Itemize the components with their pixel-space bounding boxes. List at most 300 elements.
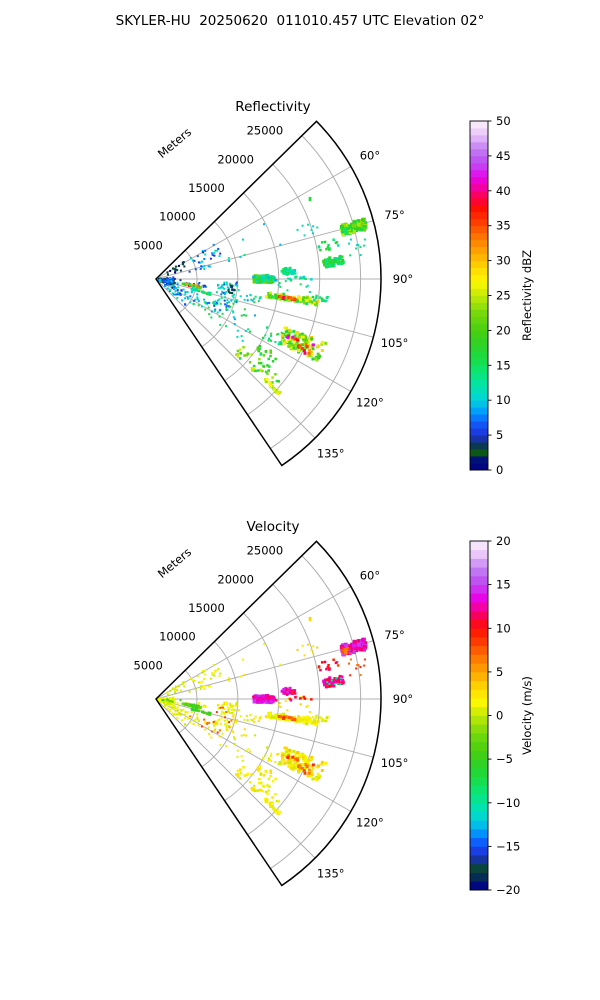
azimuth-tick-label: 75° <box>384 628 405 643</box>
echo-cell <box>259 297 261 299</box>
echo-cell <box>161 699 163 701</box>
colorbar-step <box>470 400 488 407</box>
echo-cell <box>243 314 245 316</box>
echo-cell <box>285 280 287 282</box>
echo-cell <box>239 772 242 775</box>
colorbar-step <box>470 620 488 629</box>
echo-cell <box>174 706 176 708</box>
echo-cell <box>337 259 340 262</box>
echo-cell <box>265 715 268 718</box>
echo-cell <box>174 286 176 288</box>
echo-cell <box>294 276 297 279</box>
echo-cell <box>292 330 295 333</box>
echo-cell <box>281 332 283 334</box>
echo-cell <box>328 668 331 671</box>
echo-cell <box>302 645 304 647</box>
echo-cell <box>327 664 330 667</box>
echo-cell <box>217 248 219 250</box>
echo-cell <box>302 296 305 299</box>
echo-cell <box>286 336 289 339</box>
echo-cell <box>239 256 241 258</box>
echo-cell <box>269 775 272 778</box>
echo-cell <box>235 353 238 356</box>
echo-cell <box>274 341 276 343</box>
colorbar-step <box>470 296 488 303</box>
echo-cell <box>183 289 185 291</box>
echo-cell <box>233 736 235 738</box>
echo-cell <box>226 284 228 286</box>
echo-cell <box>361 638 365 642</box>
colorbar-step <box>470 142 488 149</box>
colorbar-tick-label: 10 <box>496 393 511 408</box>
echo-cell <box>249 751 251 753</box>
echo-cell <box>203 678 205 680</box>
echo-cell <box>279 282 281 284</box>
echo-cell <box>309 711 311 713</box>
echo-cell <box>268 358 271 361</box>
echo-cell <box>324 342 327 345</box>
echo-cell <box>359 648 363 652</box>
echo-cell <box>299 697 302 700</box>
echo-cell <box>172 278 174 280</box>
colorbar-step <box>470 212 488 219</box>
echo-cell <box>341 679 344 682</box>
echo-cell <box>324 661 327 664</box>
echo-cell <box>265 378 268 381</box>
echo-cell <box>229 726 231 728</box>
echo-cell <box>236 282 238 284</box>
echo-cell <box>189 691 191 693</box>
echo-cell <box>253 368 256 371</box>
echo-cell <box>177 702 179 704</box>
echo-cell <box>213 675 215 677</box>
echo-cell <box>272 699 275 702</box>
colorbar-tick-label: 5 <box>496 664 504 679</box>
echo-cell <box>286 709 288 711</box>
echo-cell <box>177 709 179 711</box>
echo-cell <box>183 266 185 268</box>
echo-cell <box>183 681 185 683</box>
echo-cell <box>164 285 166 287</box>
echo-cell <box>173 714 175 716</box>
azimuth-gridline <box>156 699 351 812</box>
echo-cell <box>328 678 331 681</box>
echo-cell <box>198 720 200 722</box>
echo-cell <box>236 301 238 303</box>
echo-cell <box>337 244 340 247</box>
echo-cell <box>225 291 227 293</box>
echo-cell <box>289 296 292 299</box>
velocity-echoes <box>158 617 368 815</box>
echo-cell <box>180 699 182 701</box>
echo-cell <box>219 316 221 318</box>
echo-cell <box>176 717 178 719</box>
echo-cell <box>359 246 361 248</box>
echo-cell <box>208 733 210 735</box>
echo-cell <box>319 249 322 252</box>
colorbar-step <box>470 330 488 337</box>
echo-cell <box>237 750 239 752</box>
colorbar-step <box>470 240 488 247</box>
colorbar-step <box>470 275 488 282</box>
colorbar-step <box>470 379 488 386</box>
echo-cell <box>274 761 276 763</box>
echo-cell <box>204 254 206 256</box>
echo-cell <box>232 303 234 305</box>
echo-cell <box>297 769 300 772</box>
echo-cell <box>285 700 287 702</box>
echo-cell <box>293 298 296 301</box>
echo-cell <box>310 698 313 701</box>
echo-cell <box>182 283 184 285</box>
echo-cell <box>356 244 358 246</box>
echo-cell <box>270 333 272 335</box>
echo-cell <box>266 792 269 795</box>
echo-cell <box>254 314 256 316</box>
echo-cell <box>196 289 199 292</box>
echo-cell <box>268 778 271 781</box>
echo-cell <box>321 769 324 772</box>
colorbar-step <box>470 135 488 142</box>
echo-cell <box>288 749 291 752</box>
echo-cell <box>269 805 272 808</box>
echo-cell <box>240 295 242 297</box>
echo-cell <box>253 788 256 791</box>
echo-cell <box>321 349 324 352</box>
echo-cell <box>312 347 315 350</box>
echo-cell <box>184 291 186 293</box>
echo-cell <box>261 700 264 703</box>
echo-cell <box>270 753 272 755</box>
echo-cell <box>230 706 232 708</box>
colorbar-tick-label: 15 <box>496 358 511 373</box>
echo-cell <box>297 229 299 231</box>
range-tick-label: 20000 <box>217 572 254 587</box>
echo-cell <box>288 761 291 764</box>
echo-cell <box>255 716 257 718</box>
echo-cell <box>317 353 320 356</box>
echo-cell <box>297 349 300 352</box>
colorbar-step <box>470 198 488 205</box>
echo-cell <box>252 276 255 279</box>
colorbar-step <box>470 365 488 372</box>
colorbar-tick-label: −5 <box>496 752 513 767</box>
echo-cell <box>163 281 165 283</box>
colorbar-step <box>470 247 488 254</box>
echo-cell <box>232 709 234 711</box>
echo-cell <box>198 287 200 289</box>
echo-cell <box>252 300 254 302</box>
echo-cell <box>226 282 228 284</box>
echo-cell <box>169 690 171 692</box>
echo-cell <box>180 279 182 281</box>
colorbar-tick-label: 30 <box>496 253 511 268</box>
colorbar-tick-label: −20 <box>496 883 521 897</box>
echo-cell <box>317 300 320 303</box>
echo-cell <box>177 289 179 291</box>
echo-cell <box>304 697 307 700</box>
echo-cell <box>260 773 263 776</box>
echo-cell <box>172 285 174 287</box>
echo-cell <box>208 292 211 295</box>
echo-cell <box>180 270 182 272</box>
echo-cell <box>308 720 311 723</box>
range-axis-label: Meters <box>154 544 194 581</box>
colorbar-step <box>470 226 488 233</box>
echo-cell <box>204 685 206 687</box>
echo-cell <box>241 315 243 317</box>
colorbar-step <box>470 733 488 742</box>
echo-cell <box>278 380 281 383</box>
echo-cell <box>269 802 272 805</box>
echo-cell <box>211 672 213 674</box>
echo-cell <box>311 649 313 651</box>
echo-cell <box>183 686 185 688</box>
velocity-colorbar <box>470 534 534 897</box>
echo-cell <box>289 716 292 719</box>
echo-cell <box>335 662 338 665</box>
echo-cell <box>252 720 254 722</box>
colorbar-step <box>470 672 488 681</box>
echo-cell <box>201 681 203 683</box>
range-tick-label: 15000 <box>188 601 225 615</box>
echo-cell <box>197 298 199 300</box>
echo-cell <box>263 643 265 645</box>
echo-cell <box>259 717 261 719</box>
echo-cell <box>177 706 179 708</box>
colorbar-tick-label: 20 <box>496 323 511 338</box>
echo-cell <box>314 777 317 780</box>
colorbar-step <box>470 456 488 463</box>
echo-cell <box>282 716 285 719</box>
echo-cell <box>360 674 362 676</box>
echo-cell <box>241 335 243 337</box>
echo-cell <box>278 704 280 706</box>
echo-cell <box>326 297 329 300</box>
colorbar-tick-label: 45 <box>496 148 511 163</box>
echo-cell <box>226 307 228 309</box>
echo-cell <box>299 277 302 280</box>
echo-cell <box>285 330 288 333</box>
echo-cell <box>190 257 192 259</box>
echo-cell <box>219 253 221 255</box>
echo-cell <box>238 709 240 711</box>
echo-cell <box>274 793 277 796</box>
colorbar-step <box>470 414 488 421</box>
echo-cell <box>332 239 335 242</box>
colorbar-tick-label: −10 <box>496 795 521 810</box>
colorbar-step <box>470 646 488 655</box>
echo-cell <box>210 737 212 739</box>
echo-cell <box>274 714 277 717</box>
echo-cell <box>208 313 210 315</box>
echo-cell <box>197 718 199 720</box>
echo-cell <box>234 318 236 320</box>
echo-cell <box>220 713 222 715</box>
echo-cell <box>184 293 186 295</box>
echo-cell <box>228 260 230 262</box>
colorbar-step <box>470 602 488 611</box>
echo-cell <box>258 300 260 302</box>
echo-cell <box>184 713 186 715</box>
echo-cell <box>277 753 279 755</box>
colorbar-step <box>470 567 488 576</box>
echo-cell <box>216 291 218 293</box>
echo-cell <box>357 223 361 227</box>
colorbar-step <box>470 128 488 135</box>
echo-cell <box>261 790 264 793</box>
echo-cell <box>337 263 339 265</box>
colorbar-step <box>470 593 488 602</box>
colorbar-step <box>470 442 488 449</box>
echo-cell <box>339 683 341 685</box>
echo-cell <box>196 293 198 295</box>
echo-cell <box>261 280 264 283</box>
colorbar-tick-label: 0 <box>496 708 504 723</box>
colorbar-step <box>470 768 488 777</box>
echo-cell <box>310 337 313 340</box>
range-axis-label: Meters <box>154 124 194 161</box>
echo-cell <box>334 683 336 685</box>
echo-cell <box>274 294 277 297</box>
echo-cell <box>272 276 275 279</box>
echo-cell <box>253 298 255 300</box>
echo-cell <box>203 268 205 270</box>
echo-cell <box>312 225 314 227</box>
echo-cell <box>193 680 195 682</box>
echo-cell <box>363 245 365 247</box>
echo-cell <box>265 295 268 298</box>
echo-cell <box>288 329 291 332</box>
echo-cell <box>324 241 327 244</box>
echo-cell <box>312 767 315 770</box>
range-tick-label: 25000 <box>246 543 284 558</box>
echo-cell <box>182 263 184 265</box>
echo-cell <box>244 674 246 676</box>
echo-cell <box>335 242 338 245</box>
echo-cell <box>193 300 195 302</box>
echo-cell <box>238 289 240 291</box>
echo-cell <box>177 711 179 713</box>
echo-cell <box>269 355 272 358</box>
echo-cell <box>195 688 197 690</box>
echo-cell <box>274 373 277 376</box>
echo-cell <box>268 280 271 283</box>
colorbar-tick-label: 25 <box>496 288 511 303</box>
echo-cell <box>279 706 281 708</box>
echo-cell <box>213 252 215 254</box>
echo-cell <box>315 715 318 718</box>
echo-cell <box>169 277 171 279</box>
echo-cell <box>292 271 295 274</box>
echo-cell <box>245 735 247 737</box>
echo-cell <box>193 289 196 292</box>
echo-cell <box>305 338 308 341</box>
echo-cell <box>306 345 309 348</box>
echo-cell <box>307 285 309 287</box>
colorbar-tick-label: 15 <box>496 577 511 592</box>
echo-cell <box>300 283 302 285</box>
echo-cell <box>268 369 271 372</box>
echo-cell <box>325 248 328 251</box>
echo-cell <box>233 316 235 318</box>
colorbar-step <box>470 838 488 847</box>
echo-cell <box>228 257 230 259</box>
echo-cell <box>257 369 260 372</box>
colorbar-step <box>470 716 488 725</box>
echo-cell <box>225 711 227 713</box>
echo-cell <box>223 704 225 706</box>
echo-cell <box>274 778 277 781</box>
echo-cell <box>220 287 222 289</box>
azimuth-tick-label: 135° <box>316 446 345 461</box>
echo-cell <box>271 295 274 298</box>
azimuth-gridline <box>156 699 315 858</box>
echo-cell <box>253 365 256 368</box>
range-ring <box>202 222 238 347</box>
echo-cell <box>301 763 304 766</box>
echo-cell <box>293 766 296 769</box>
echo-cell <box>226 299 228 301</box>
echo-cell <box>237 330 239 332</box>
echo-cell <box>235 773 238 776</box>
echo-cell <box>262 757 264 759</box>
echo-cell <box>213 723 215 725</box>
echo-cell <box>233 714 235 716</box>
azimuth-tick-label: 135° <box>316 866 345 881</box>
echo-cell <box>249 331 251 333</box>
echo-cell <box>364 659 366 661</box>
echo-cell <box>264 754 266 756</box>
echo-cell <box>311 778 314 781</box>
echo-cell <box>331 259 333 261</box>
echo-cell <box>285 750 288 753</box>
echo-cell <box>316 227 318 229</box>
echo-cell <box>228 301 230 303</box>
colorbar-step <box>470 344 488 351</box>
echo-cell <box>281 334 284 337</box>
echo-cell <box>178 685 180 687</box>
echo-cell <box>226 304 228 306</box>
echo-cell <box>263 785 266 788</box>
echo-cell <box>180 690 182 692</box>
colorbar-step <box>470 170 488 177</box>
echo-cell <box>184 724 186 726</box>
echo-cell <box>317 344 320 347</box>
echo-cell <box>271 796 274 799</box>
echo-cell <box>284 746 287 749</box>
echo-cell <box>294 272 297 275</box>
echo-cell <box>332 659 335 662</box>
echo-cell <box>176 269 178 271</box>
echo-cell <box>284 326 287 329</box>
echo-cell <box>210 678 212 680</box>
reflectivity-colorbar-label: Reflectivity dBZ <box>520 250 534 341</box>
echo-cell <box>210 317 212 319</box>
echo-cell <box>268 338 270 340</box>
echo-cell <box>316 647 318 649</box>
echo-cell <box>361 218 365 222</box>
echo-cell <box>270 755 272 757</box>
azimuth-tick-label: 120° <box>356 395 384 410</box>
echo-cell <box>236 719 238 721</box>
echo-cell <box>337 679 340 682</box>
echo-cell <box>222 313 224 315</box>
echo-cell <box>343 228 346 231</box>
echo-cell <box>297 649 299 651</box>
echo-cell <box>264 279 267 282</box>
echo-cell <box>329 683 331 685</box>
